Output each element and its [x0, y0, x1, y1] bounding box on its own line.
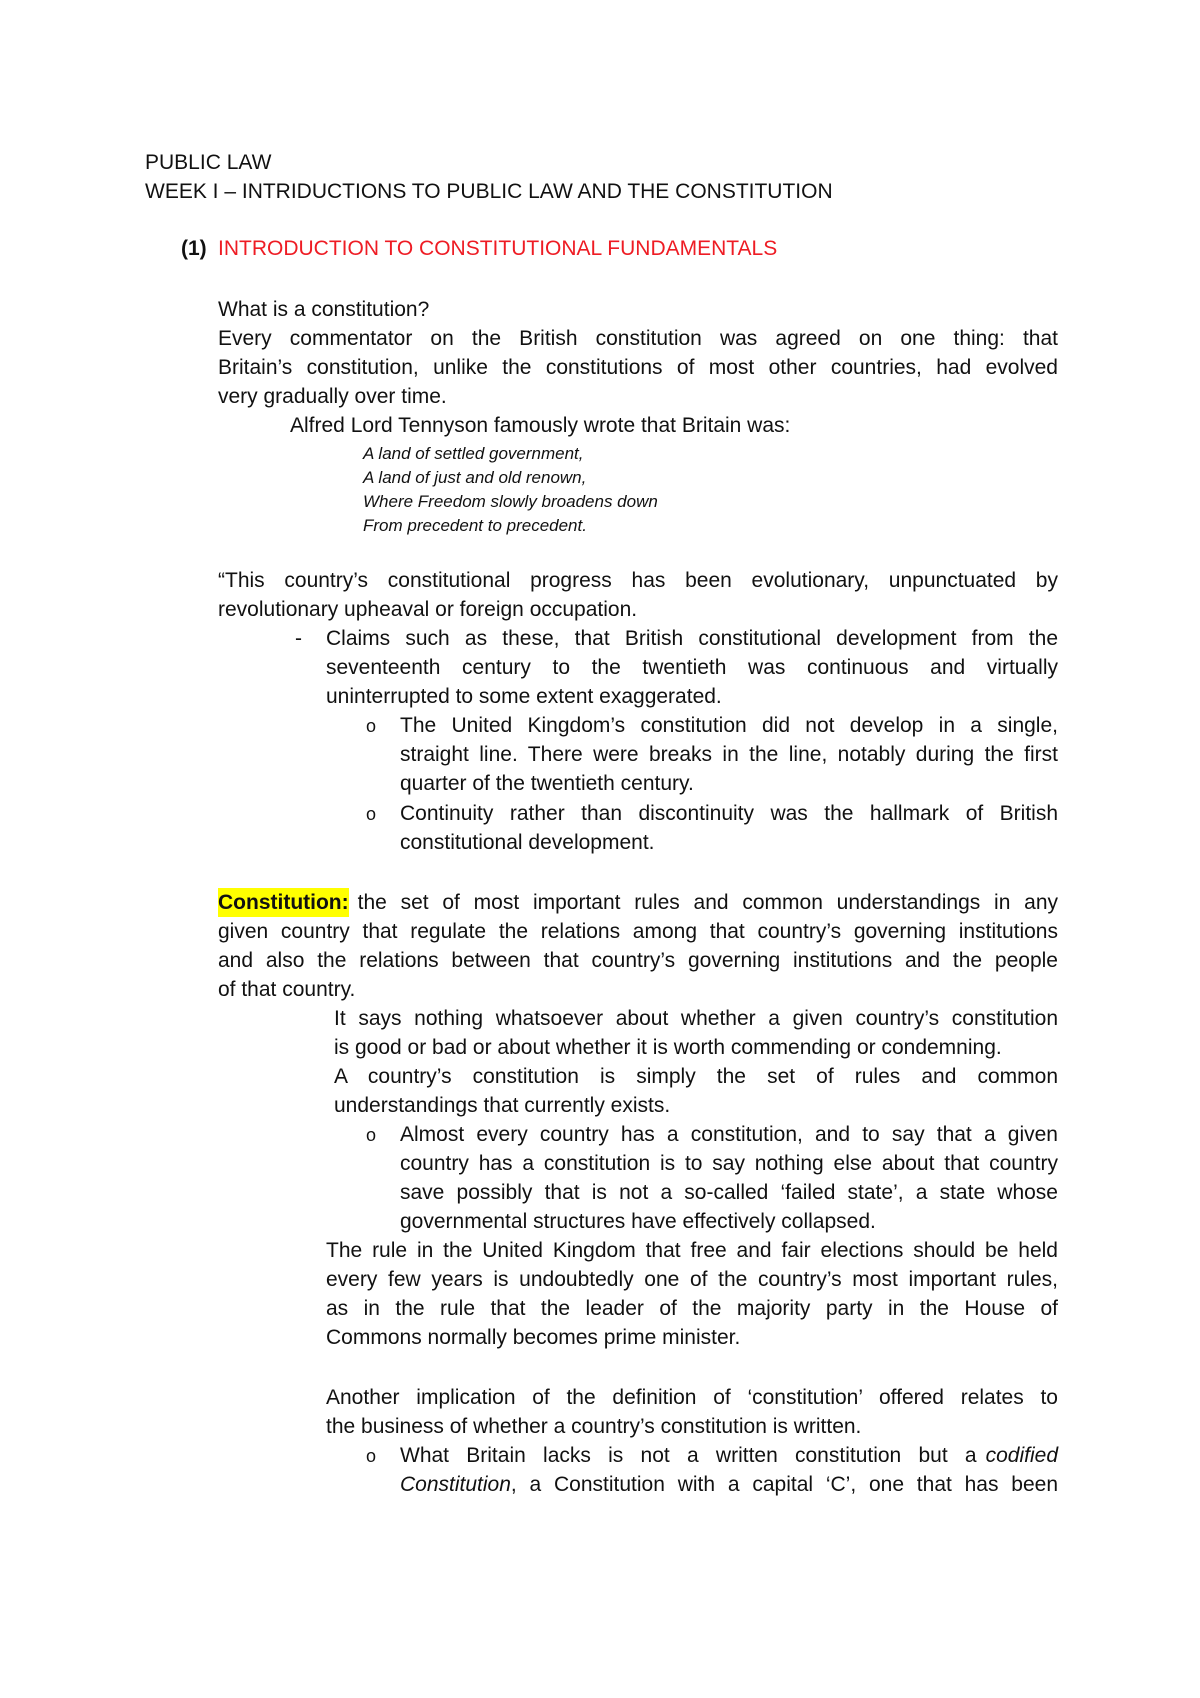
circle-bullet: o [366, 804, 377, 824]
poem-line: From precedent to precedent. [363, 516, 587, 535]
note-line: It says nothing whatsoever about whether a given country’s constitution [334, 1007, 1058, 1030]
definition-first-line [218, 888, 1058, 917]
intro-paragraph-line: Britain’s constitution, unlike the constitutions of most other countries, had evolved [218, 356, 1058, 379]
definition-line: and also the relations between that country’s governing institutions and the people [218, 949, 1058, 972]
dash-bullet: - [295, 627, 302, 650]
circle-bullet: o [366, 1446, 377, 1466]
poem-line: A land of settled government, [363, 444, 584, 463]
poem-line: A land of just and old renown, [363, 468, 587, 487]
claim-line: Claims such as these, that British constitutional development from the [326, 627, 1058, 650]
claim-line: seventeenth century to the twentieth was continuous and virtually [326, 656, 1058, 679]
rule-line: every few years is undoubtedly one of the country’s most important rules, [326, 1268, 1058, 1291]
definition-term-highlight: Constitution: [218, 888, 349, 917]
rule-line: The rule in the United Kingdom that free and fair elections should be held [326, 1239, 1058, 1262]
bullet-line: constitutional development. [400, 831, 655, 854]
quote-line: “This country’s constitutional progress has been evolutionary, unpunctuated by [218, 569, 1058, 592]
poem-line: Where Freedom slowly broadens down [363, 492, 658, 511]
implication-bullet-line [400, 1470, 1058, 1499]
note-line: is good or bad or about whether it is worth commending or condemning. [334, 1036, 1002, 1059]
bullet-line: Continuity rather than discontinuity was the hallmark of British [400, 802, 1058, 825]
note-line: A country’s constitution is simply the set of rules and common [334, 1065, 1058, 1088]
definition-line: given country that regulate the relations among that country’s governing institutions [218, 920, 1058, 943]
bullet-line: quarter of the twentieth century. [400, 772, 694, 795]
implication-line: Another implication of the definition of ‘constitution’ offered relates to [326, 1386, 1058, 1409]
definition-line: of that country. [218, 978, 356, 1001]
note-line: understandings that currently exists. [334, 1094, 671, 1117]
bullet-line: straight line. There were breaks in the line, notably during the first [400, 743, 1058, 766]
rule-line: Commons normally becomes prime minister. [326, 1326, 741, 1349]
course-title: PUBLIC LAW [145, 151, 272, 174]
intro-question: What is a constitution? [218, 298, 430, 321]
claim-line: uninterrupted to some extent exaggerated. [326, 685, 722, 708]
intro-paragraph-line: very gradually over time. [218, 385, 447, 408]
rule-line: as in the rule that the leader of the majority party in the House of [326, 1297, 1058, 1320]
implication-line: the business of whether a country’s constitution is written. [326, 1415, 862, 1438]
implication-bullet-text: What Britain lacks is not a written constitution but a [400, 1444, 977, 1467]
tennyson-intro: Alfred Lord Tennyson famously wrote that Britain was: [290, 414, 791, 437]
implication-bullet-text: , a Constitution with a capital ‘C’, one that has been [510, 1473, 1058, 1496]
circle-bullet: o [366, 1125, 377, 1145]
bullet-line: governmental structures have effectively collapsed. [400, 1210, 876, 1233]
section-title: INTRODUCTION TO CONSTITUTIONAL FUNDAMENTALS [218, 237, 778, 260]
bullet-line: Almost every country has a constitution, and to say that a given [400, 1123, 1058, 1146]
bullet-line: The United Kingdom’s constitution did not develop in a single, [400, 714, 1058, 737]
bullet-line: country has a constitution is to say nothing else about that country [400, 1152, 1058, 1175]
implication-italic: codified [985, 1444, 1058, 1467]
section-number: (1) [181, 237, 207, 260]
definition-line: the set of most important rules and common understandings in any [357, 891, 1058, 914]
week-title: WEEK I – INTRIDUCTIONS TO PUBLIC LAW AND THE CONSTITUTION [145, 180, 833, 203]
implication-bullet-line [400, 1441, 1058, 1470]
implication-italic: Constitution [400, 1473, 511, 1496]
quote-line: revolutionary upheaval or foreign occupation. [218, 598, 638, 621]
intro-paragraph-line: Every commentator on the British constitution was agreed on one thing: that [218, 327, 1058, 350]
bullet-line: save possibly that is not a so-called ‘failed state’, a state whose [400, 1181, 1058, 1204]
circle-bullet: o [366, 716, 377, 736]
